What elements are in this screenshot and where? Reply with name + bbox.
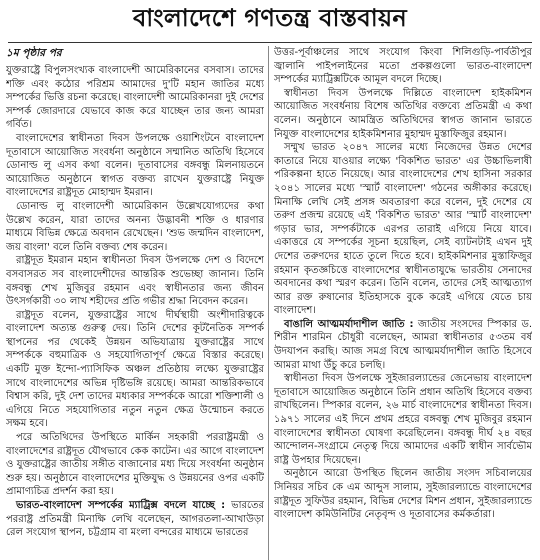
column-divider [268,46,269,560]
subhead: বাঙালি আত্মমর্যাদাশীল জাতি : [284,318,414,330]
paragraph-with-subhead [274,318,532,372]
paragraph: স্বাধীনতা দিবস উপলক্ষে দিল্লিতে বাংলাদেশ হাইকমিশন আয়োজিত সংবর্ধনায় বিশেষ অতিথির বক্তব্যে প্রতিমন্ত্রী এ কথা বলেন। অনুষ্ঠানে আমন্ত্রিত অতিথিদের স্বাগত জানান ভারতে নিযুক্ত বাংলাদেশের হাইকমিশনার মুহাম্মদ মুস্তাফিজুর রহমান। [274,87,532,140]
headline: বাংলাদেশে গণতন্ত্র বাস্তবায়ন [132,3,408,32]
paragraph-with-subhead [6,499,264,540]
subhead-body: ভারতের পররাষ্ট্র প্রতিমন্ত্রী মিনাক্ষি লেখি বলেছেন, আগরতলা-আখাউড়া রেল সংযোগ স্থাপন, চট্টগ্রাম বা মংলা বন্দরের মাধ্যমে ভারতের [6,500,264,539]
paragraph: রাষ্ট্রদূত ইমরান মহান স্বাধীনতা দিবস উপলক্ষে দেশ ও বিদেশে বসবাসরত সব বাংলাদেশীদের আন্তরিক শুভেচ্ছা জানান। তিনি বঙ্গবন্ধু শেখ মুজিবুর রহমান এবং স্বাধীনতার জন্য জীবন উৎসর্গকারী ৩০ লাখ শহীদের প্রতি গভীর শ্রদ্ধা নিবেদন করেন। [6,255,264,308]
paragraph: অনুষ্ঠানে আরো উপস্থিত ছিলেন জাতীয় সংসদ সচিবালয়ের সিনিয়র সচিব কে এম আব্দুস সালাম, সুইজারল্যান্ডে বাংলাদেশের রাষ্ট্রদূত সুফিউর রহমান, বিভিন্ন দেশের মিশন প্রধান, সুইজারল্যান্ডে বাংলাদেশ কমিউনিটির নেতৃবৃন্দ ও দূতাবাসের কর্মকর্তারা। [274,468,532,521]
paragraph: সম্মুখ ভারত ২০৪৭ সালের মধ্যে নিজেদের উন্নত দেশের কাতারে নিয়ে যাওয়ার লক্ষ্যে 'বিকশিত ভারত' এর উচ্চাভিলাষী পরিকল্পনা হাতে নিয়েছে। আর বাংলাদেশের শেখ হাসিনা সরকার ২০৪১ সালের মধ্যে 'স্মার্ট বাংলাদেশ' গঠনের অঙ্গীকার করেছে। মিনাক্ষি লেখি সেই প্রসঙ্গ অবতারণা করে বলেন, দুই দেশের যে তরুণ প্রজন্ম রয়েছে এই 'বিকশিত ভারত' আর 'স্মার্ট বাংলাদেশ' গড়ার ভার, সম্পর্কটাকে এরপর তারাই এগিয়ে নিয়ে যাবে। একাত্তরে যে সম্পর্কের সূচনা হয়েছিল, সেই ব্যাটনটাই এখন দুই দেশের তরুণদের হাতে তুলে দিতে হবে। হাইকমিশনার মুস্তাফিজুর রহমান কৃতজ্ঞচিত্তে বাংলাদেশের স্বাধীনতাযুদ্ধে ভারতীয় সেনাদের অবদানের কথা স্মরণ করেন। তিনি বলেন, তাদের সেই আত্মত্যাগ আর রক্ত রুষানোর ইতিহাসকে বুকে করেই এগিয়ে যেতে চায় বাংলাদেশ। [274,142,532,317]
headline-rule [8,42,532,43]
paragraph: উত্তর-পূর্বাঞ্চলের সাথে সংযোগ কিংবা শিলিগুড়ি-পার্বতীপুর জ্বালানি পাইপলাইনের মতো প্রকল্পগুলো ভারত-বাংলাদেশ সম্পর্কের ম্যাট্রিক্সটিকে আমূল বদলে দিচ্ছে। [274,47,532,86]
paragraph: যুক্তরাষ্ট্রে বিপুলসংখ্যক বাংলাদেশী আমেরিকানের বসবাস। তাদের শক্তি এবং কঠোর পরিশ্রম আমাদের দু'টি মহান জাতির মধ্যে সম্পর্কের ভিত্তি রচনা করেছে। বাংলাদেশী আমেরিকানরা দুই দেশের সম্পর্ক জোরদারে যেভাবে কাজ করে যাচ্ছেন তার জন্য আমরা গর্বিত। [6,65,264,131]
subhead: ভারত-বাংলাদেশ সম্পর্কের ম্যাট্রিক্স বদলে যাচ্ছে : [16,500,226,511]
paragraph: পরে অতিথিদের উপস্থিতে মার্কিন সহকারী পররাষ্ট্রমন্ত্রী ও বাংলাদেশের রাষ্ট্রদূত যৌথভাবে কেক কাটেন। এর আগে বাংলাদেশ ও যুক্তরাষ্ট্রের জাতীয় সঙ্গীত বাজানোর মধ্য দিয়ে সংবর্ধনা অনুষ্ঠান শুরু হয়। অনুষ্ঠানে বাংলাদেশের মুক্তিযুদ্ধ ও উন্নয়নের ওপর একটি প্রামাণ্যচিত্র প্রদর্শন করা হয়। [6,432,264,498]
subhead-body: জাতীয় সংসদের স্পিকার ড. শিরীন শারমিন চৌধুরী বলেছেন, আমরা স্বাধীনতার ৫৩তম বর্ষ উদযাপন করছি। আজ সমগ্র বিশ্বে আত্মমর্যাদাশীল জাতি হিসেবে আমরা মাথা উঁচু করে চলছি। [274,318,532,371]
paragraph: বাংলাদেশের স্বাধীনতা দিবস উপলক্ষে ওয়াশিংটনে বাংলাদেশ দূতাবাসে আয়োজিত সংবর্ধনা অনুষ্ঠানে সম্মানিত অতিথি হিসেবে ডোনাল্ড লু এসব কথা বলেন। দূতাবাসের বঙ্গবন্ধু মিলনায়তনে আয়োজিত অনুষ্ঠানে স্বাগত বক্তব্য রাখেন যুক্তরাষ্ট্রে নিযুক্ত বাংলাদেশের রাষ্ট্রদূত মোহাম্মদ ইমরান। [6,132,264,199]
paragraph: ডোনাল্ড লু বাংলাদেশী আমেরিকান উল্লেখযোগ্যদের কথা উল্লেখ করেন, যারা তাদের অনন্য উদ্ভাবনী শক্তি ও ধারণার মাধ্যমে বিভিন্ন ক্ষেত্রে অবদান রেখেছেন। 'শুভ জন্মদিন বাংলাদেশ, জয় বাংলা' বলে তিনি বক্তব্য শেষ করেন। [6,200,264,253]
left-column [6,46,264,560]
right-column [274,46,532,560]
paragraph: স্বাধীনতা দিবস উপলক্ষে সুইজারল্যান্ডের জেনেভায় বাংলাদেশ দূতাবাসে আয়োজিত অনুষ্ঠানে তিনি প্রধান অতিথি হিসেবে বক্তব্য রাখছিলেন। স্পিকার বলেন, ২৬ মার্চ বাংলাদেশের স্বাধীনতা দিবস। ১৯৭১ সালের এই দিনে প্রথম প্রহরে বঙ্গবন্ধু শেখ মুজিবুর রহমান বাংলাদেশের স্বাধীনতা ঘোষণা করেছিলেন। বঙ্গবন্ধু দীর্ঘ ২৪ বছর আন্দোলন-সংগ্রামে নেতৃত্ব দিয়ে আমাদের একটি স্বাধীন সার্বভৌম রাষ্ট্র উপহার দিয়েছেন। [274,373,532,466]
continued-label: ১ম পৃষ্ঠার পর [6,47,62,59]
paragraph: রাষ্ট্রদূত বলেন, যুক্তরাষ্ট্রের সাথে দীর্ঘস্থায়ী অংশীদারিত্বকে বাংলাদেশ অত্যন্ত গুরুত্ব দেয়। তিনি দেশের কূটনৈতিক সম্পর্ক স্থাপনের পর থেকেই উন্নয়ন অভিযাত্রায় যুক্তরাষ্ট্রের সাথে সম্পর্ককে বহুমাত্রিক ও সহযোগিতাপূর্ণ ক্ষেত্রে বিস্তার করেছে। একটি মুক্ত ইন্দো-প্যাসিফিক অঞ্চল প্রতিষ্ঠায় লক্ষ্যে যুক্তরাষ্ট্রের সাথে বাংলাদেশের অভিন্ন দৃষ্টিভঙ্গি রয়েছে। আমরা আন্তরিকভাবে বিশ্বাস করি, দুই দেশ তাদের মধ্যকার সম্পর্ককে আরো শক্তিশালী ও এগিয়ে নিতে সহযোগিতার নতুন নতুন ক্ষেত্র উন্মোচন করতে সক্ষম হবে। [6,309,264,430]
